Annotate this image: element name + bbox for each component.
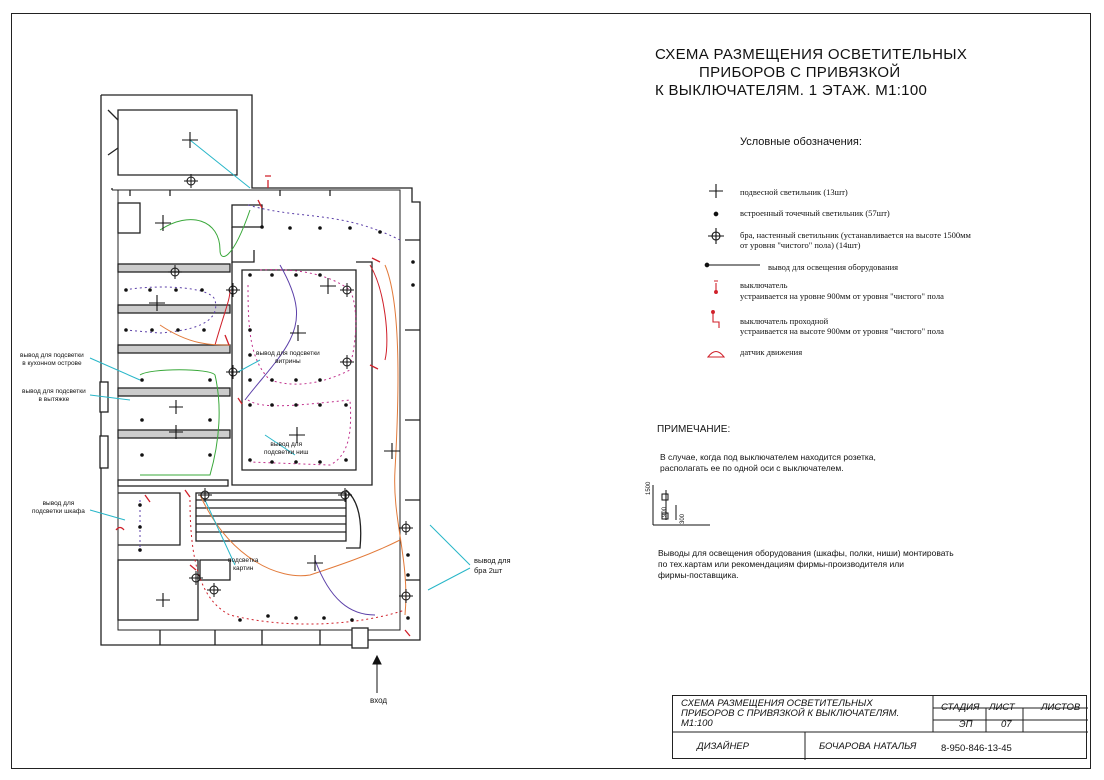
legend-switch-1: выключатель xyxy=(740,280,788,290)
label-vitrine-1: вывод для подсветки xyxy=(256,350,320,357)
note-p1-1: В случае, когда под выключателем находится розетка, xyxy=(660,452,876,462)
pendant-icon xyxy=(709,184,723,198)
wire-island xyxy=(140,370,219,475)
switch-icon xyxy=(190,565,196,570)
switch-icon xyxy=(185,490,190,497)
switch-icon xyxy=(145,495,150,502)
switches xyxy=(116,176,410,636)
pass-switch-icon xyxy=(712,311,719,328)
note-p2-3: фирмы-поставщика. xyxy=(658,570,739,580)
pendant-icon xyxy=(155,215,171,231)
title-line-1: СХЕМА РАЗМЕЩЕНИЯ ОСВЕТИТЕЛЬНЫХ xyxy=(655,46,968,63)
title-line-2: ПРИБОРОВ С ПРИВЯЗКОЙ xyxy=(699,64,901,81)
sconce-icon xyxy=(399,589,413,603)
pendant-icon xyxy=(169,400,183,414)
label-cabinet xyxy=(32,500,85,516)
legend-equip: вывод для освещения оборудования xyxy=(768,262,899,272)
label-wall-lights xyxy=(474,556,511,576)
note-p1-2: располагать ее по одной оси с выключателем. xyxy=(660,463,844,473)
pendant-icon xyxy=(320,278,336,294)
stamp-sheet-header: ЛИСТ xyxy=(989,702,1015,713)
switch-icon xyxy=(370,365,378,369)
spot-lights xyxy=(124,225,415,622)
wire-bottom-purple xyxy=(315,560,375,615)
legend-pass-1: выключатель проходной xyxy=(740,316,829,326)
label-picture-1: подсветка xyxy=(228,557,259,564)
motion-sensor-icon xyxy=(708,352,724,358)
sconce-icon xyxy=(226,365,240,379)
stamp-stage: ЭП xyxy=(959,719,973,730)
walls xyxy=(100,95,420,648)
label-niche-2: подсветки ниш xyxy=(264,449,309,456)
label-niche-1: вывод для xyxy=(270,441,303,448)
note-p2-1: Выводы для освещения оборудования (шкафы, полки, ниши) монтировать xyxy=(658,548,954,558)
label-entry: вход xyxy=(370,696,388,705)
legend-heading: Условные обозначения: xyxy=(740,136,862,148)
switch-icon xyxy=(265,176,271,188)
label-cabinet-2: подсветки шкафа xyxy=(32,508,85,515)
wire-kitchen-orange xyxy=(160,325,230,345)
note-dim-300: 300 xyxy=(680,513,686,524)
legend-switch-2: устраивается на уровне 900мм от уровня "чистого" пола xyxy=(740,291,944,301)
drawing-title xyxy=(655,46,967,100)
note-dim-900: 900 xyxy=(662,506,668,517)
motion-sensor-icon xyxy=(116,528,124,531)
stamp-sheet: 07 xyxy=(1001,719,1012,730)
label-island-1: вывод для подсветки xyxy=(20,352,84,359)
stamp-stage-header: СТАДИЯ xyxy=(941,702,980,713)
title-line-3: К ВЫКЛЮЧАТЕЛЯМ. 1 ЭТАЖ. М1:100 xyxy=(655,82,928,99)
stamp-sheets-header: ЛИСТОВ xyxy=(1041,702,1081,713)
label-island-2: в кухонном острове xyxy=(22,360,82,367)
wire-top xyxy=(190,140,250,188)
stamp-title-1: СХЕМА РАЗМЕЩЕНИЯ ОСВЕТИТЕЛЬНЫХ xyxy=(681,698,873,709)
sconce-icon xyxy=(226,283,240,297)
label-picture-2: картин xyxy=(233,565,254,572)
legend-pendant: подвесной светильник (13шт) xyxy=(740,187,848,197)
pendant-icon xyxy=(384,443,400,459)
label-hood-1: вывод для подсветки xyxy=(22,388,86,395)
stamp-name: БОЧАРОВА НАТАЛЬЯ xyxy=(819,741,917,752)
legend-pass-2: устраивается на высоте 900мм от уровня "чистого" пола xyxy=(740,326,944,336)
label-vitrine-2: витрины xyxy=(275,358,301,365)
switch-icon xyxy=(225,335,229,345)
label-cabinet-1: вывод для xyxy=(42,500,75,507)
title-block xyxy=(672,695,1087,759)
note-heading: ПРИМЕЧАНИЕ: xyxy=(657,424,731,435)
legend-motion: датчик движения xyxy=(740,347,803,357)
switch-icon xyxy=(258,200,262,208)
wire-kitchen xyxy=(160,210,250,257)
stamp-role: ДИЗАЙНЕР xyxy=(697,741,749,752)
label-hood-2: в вытяжке xyxy=(38,396,70,403)
sconce-icon xyxy=(708,228,724,244)
note-dim-1500: 1500 xyxy=(646,481,652,495)
spot-icon xyxy=(714,212,718,216)
pendant-icon xyxy=(182,132,198,148)
wire-right-orange xyxy=(385,265,406,615)
legend-spot: встроенный точечный светильник (57шт) xyxy=(740,208,890,218)
wire-red-center xyxy=(215,290,230,345)
equipment-outlet-icon xyxy=(705,263,760,267)
switch-icon xyxy=(372,258,380,262)
wire-living-2 xyxy=(248,285,350,384)
sconce-icon xyxy=(399,521,413,535)
legend-wall-1: бра, настенный светильник (устанавливается на высоте 1500мм xyxy=(740,230,971,240)
sconce-icon xyxy=(340,283,354,297)
stamp-title-3: М1:100 xyxy=(681,718,713,729)
label-wall-2: бра 2шт xyxy=(474,566,503,575)
sconce-icon xyxy=(184,174,198,188)
entry-arrow xyxy=(373,656,381,693)
stamp-phone: 8-950-846-13-45 xyxy=(941,743,1012,754)
label-island xyxy=(20,352,84,368)
pendant-icon xyxy=(156,593,170,607)
label-hood xyxy=(22,388,86,404)
label-vitrine xyxy=(256,350,320,366)
stamp-title-2: ПРИБОРОВ С ПРИВЯЗКОЙ К ВЫКЛЮЧАТЕЛЯМ. xyxy=(681,708,900,719)
label-wall-1: вывод для xyxy=(474,556,511,565)
label-niche xyxy=(264,441,309,457)
note-p2-2: по тех.картам или рекомендациям фирмы-производителя или xyxy=(658,559,904,569)
sconce-icon xyxy=(340,355,354,369)
wire-hall xyxy=(248,205,400,240)
pendant-icon xyxy=(290,325,306,341)
legend-wall-2: от уровня "чистого" пола) (14шт) xyxy=(740,240,861,250)
pendant-icon xyxy=(307,555,323,571)
switch-icon xyxy=(405,630,410,636)
sconce-icon xyxy=(207,583,221,597)
sconce-icon xyxy=(189,571,203,585)
switch-icon xyxy=(714,281,718,293)
label-picture xyxy=(228,557,258,573)
wire-bottom xyxy=(190,500,405,624)
